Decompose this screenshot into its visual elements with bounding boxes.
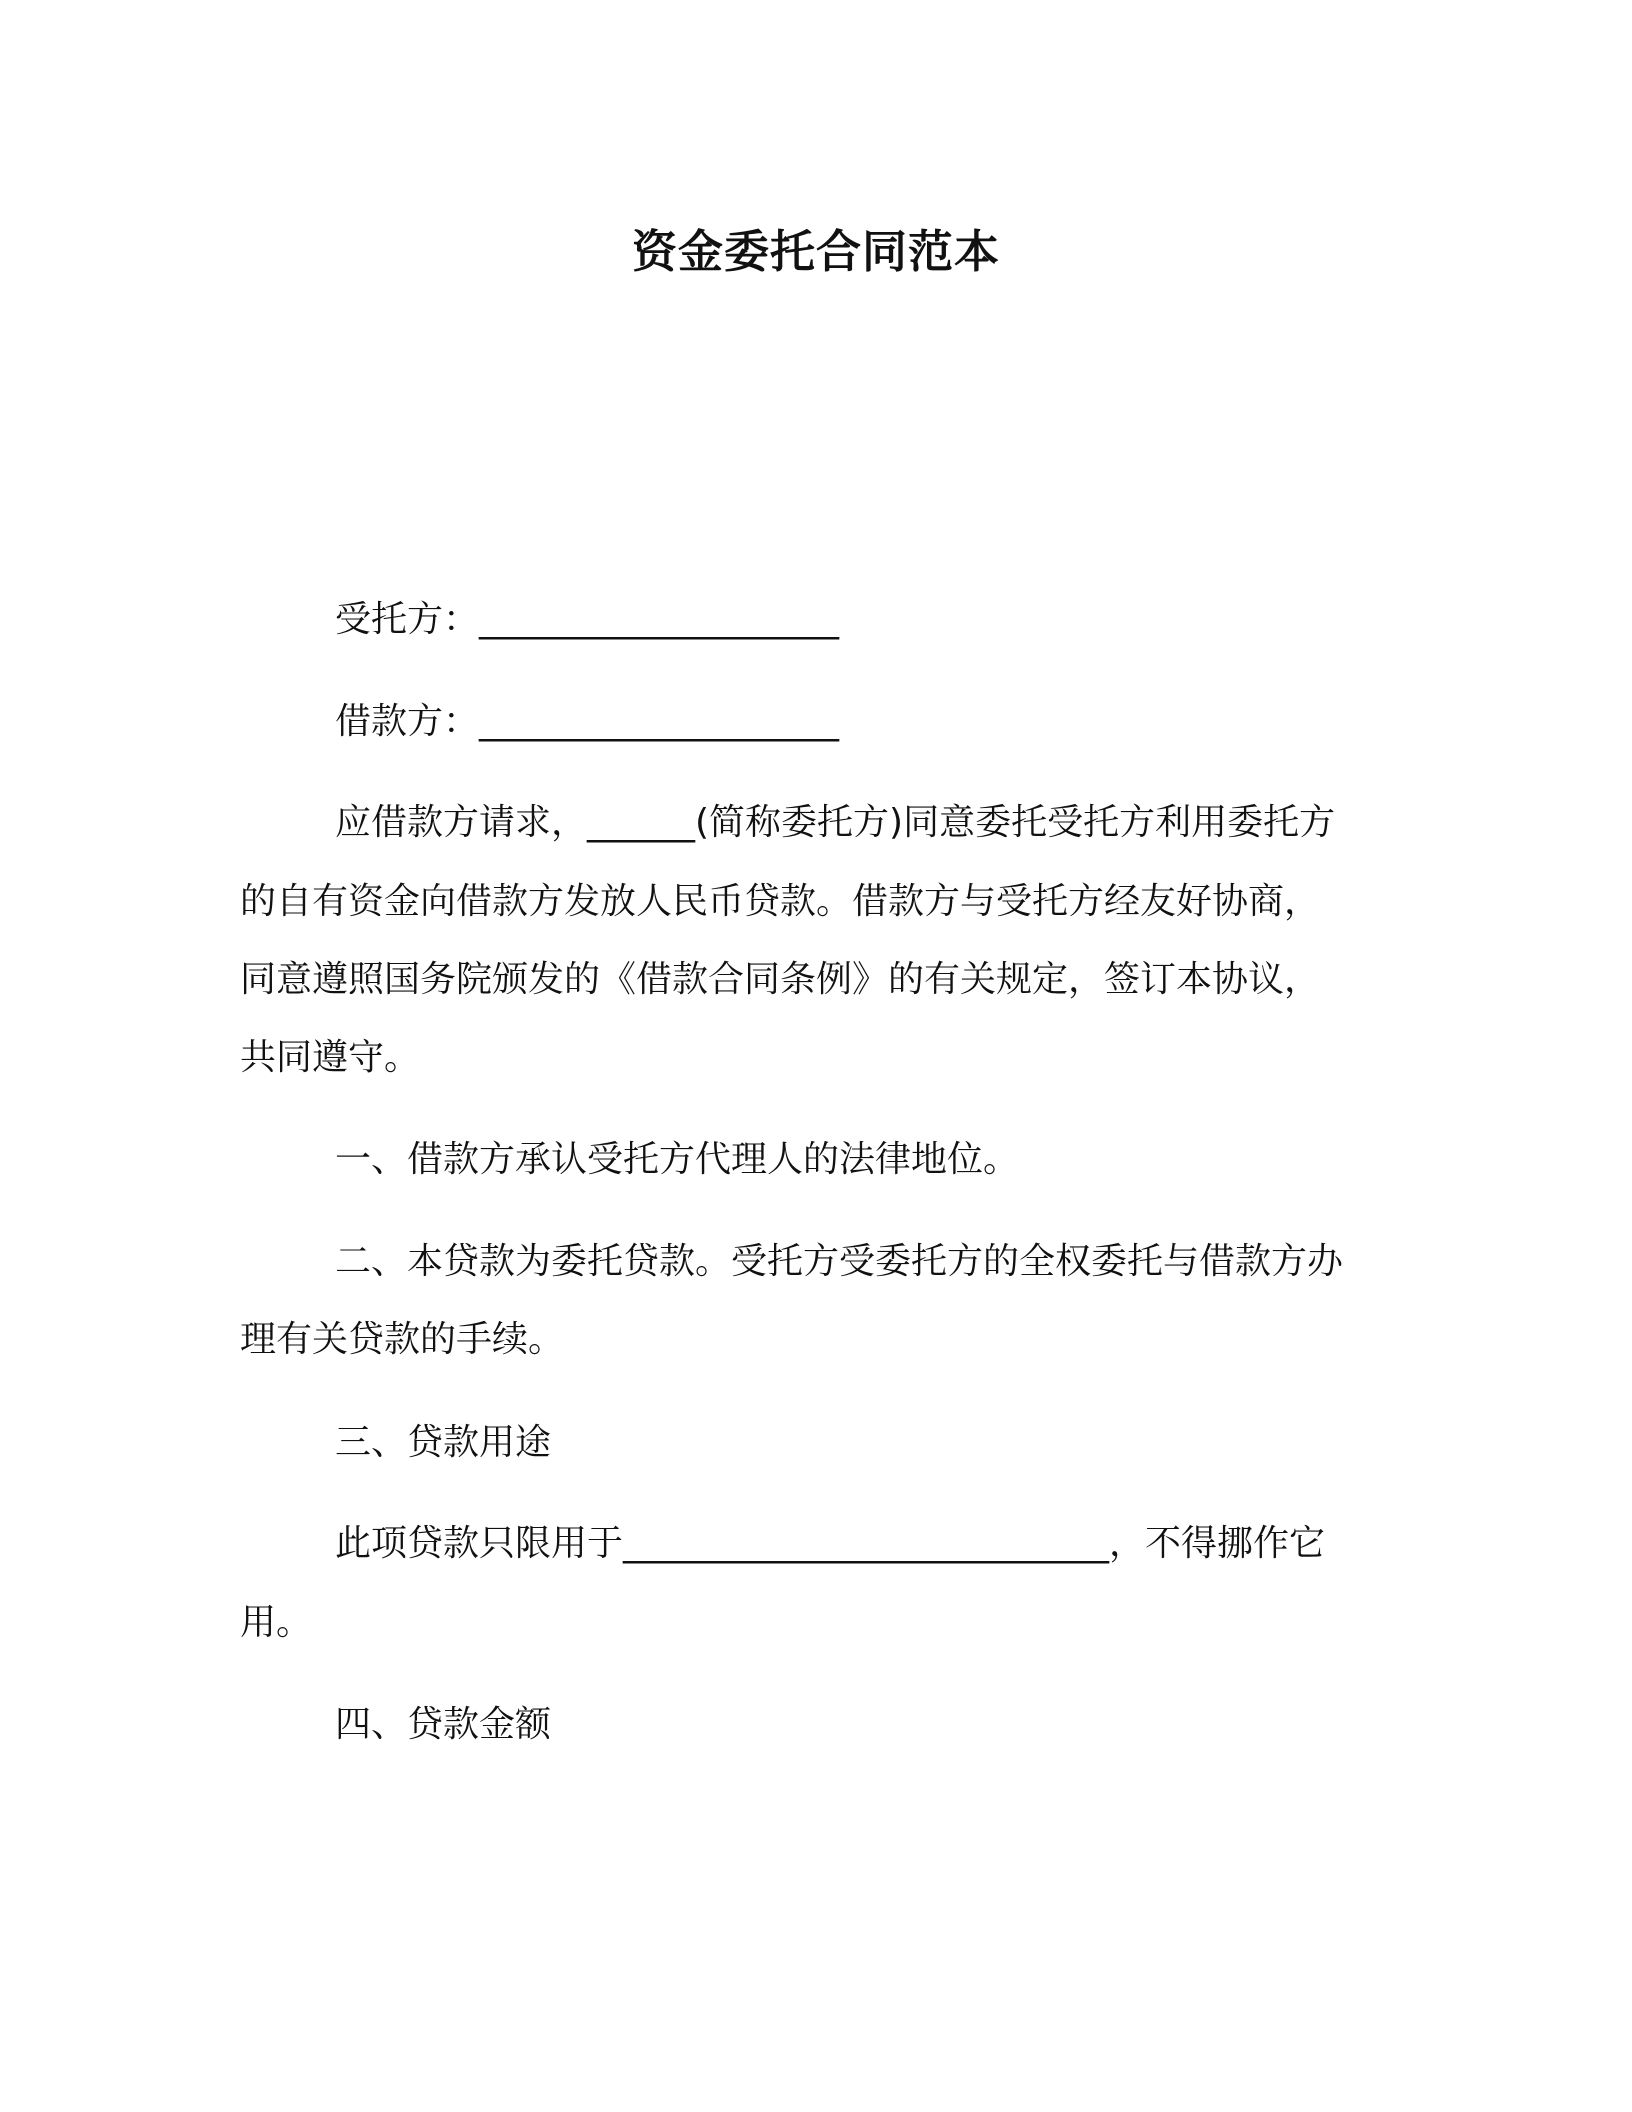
preamble-line-4: 共同遵守。 xyxy=(240,1037,421,1078)
preamble-line-3: 同意遵照国务院颁发的《借款合同条例》的有关规定，签订本协议， xyxy=(240,959,1321,1000)
borrower-line: 借款方：____________________ xyxy=(335,701,840,742)
document-title: 资金委托合同范本 xyxy=(631,225,1000,278)
preamble-line-1: 应借款方请求，______(简称委托方)同意委托受托方利用委托方 xyxy=(335,802,1336,843)
clause-2-line-2: 理有关贷款的手续。 xyxy=(240,1319,565,1360)
trustee-line: 受托方：____________________ xyxy=(335,599,840,640)
clause-2-line-1: 二、本贷款为委托贷款。受托方受委托方的全权委托与借款方办 xyxy=(335,1241,1344,1282)
clause-3-body-line-2: 用。 xyxy=(240,1602,313,1643)
clause-4-heading: 四、贷款金额 xyxy=(335,1704,552,1745)
clause-3-body-line-1: 此项贷款只限用于___________________________，不得挪作它 xyxy=(335,1523,1326,1564)
preamble-line-2: 的自有资金向借款方发放人民币贷款。借款方与受托方经友好协商， xyxy=(240,881,1321,922)
clause-3-heading: 三、贷款用途 xyxy=(335,1422,552,1463)
clause-1: 一、借款方承认受托方代理人的法律地位。 xyxy=(335,1139,1020,1180)
